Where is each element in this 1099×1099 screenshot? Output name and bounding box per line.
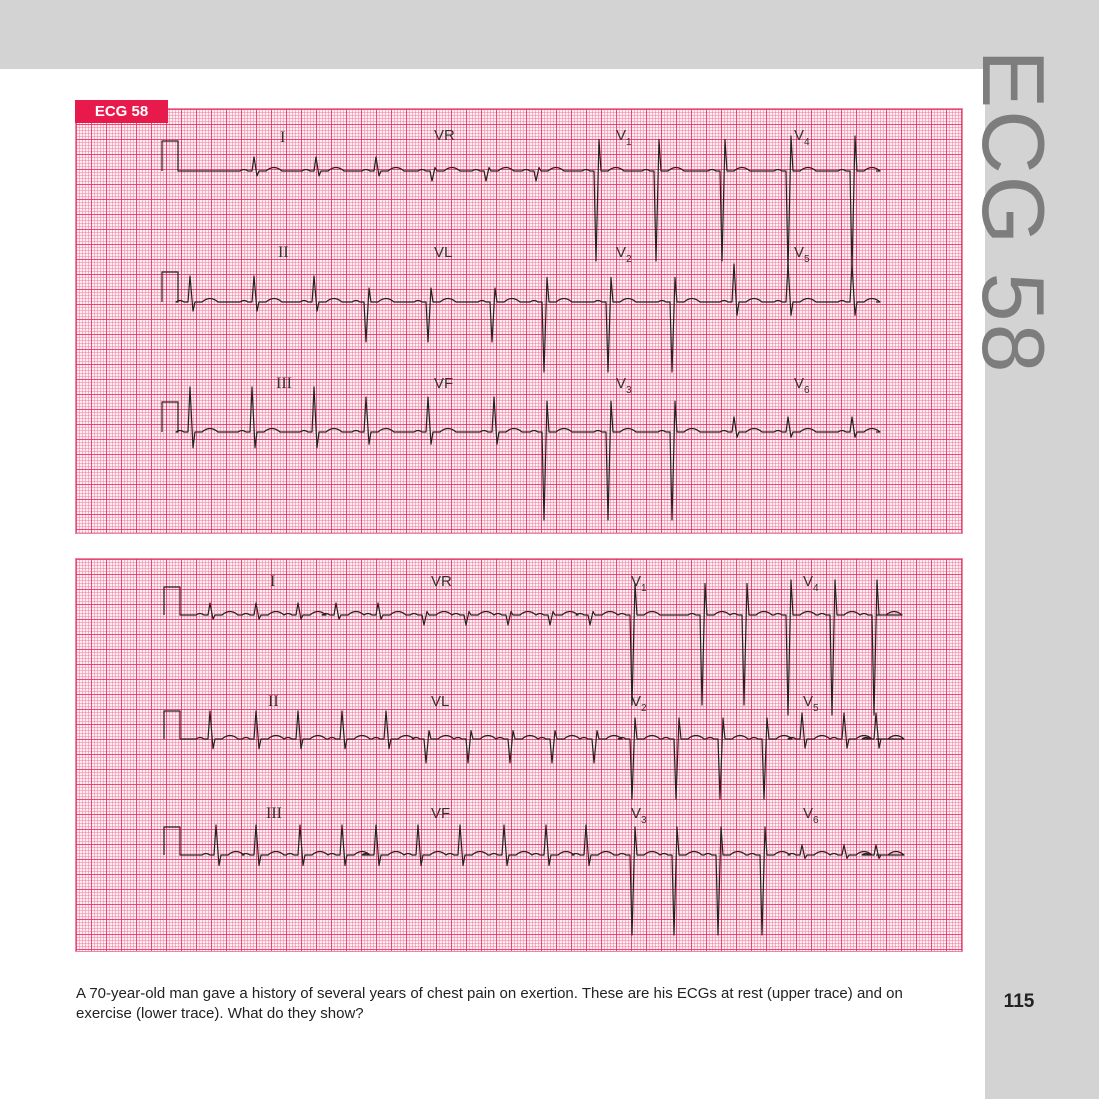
exercise-row-2-trace — [164, 711, 904, 799]
lead-label-V4: $V_4$ — [794, 127, 810, 148]
rest-row-3-trace — [162, 387, 880, 520]
lead-label-V6: $V_6$ — [803, 805, 819, 826]
lead-label-V2: $V_2$ — [616, 244, 632, 265]
rest-ecg-panel — [75, 108, 963, 534]
lead-label-V2: $V_2$ — [631, 693, 647, 714]
side-title: ECG 58 — [964, 49, 1063, 375]
rest-row-1-trace — [162, 136, 880, 271]
lead-label-II: II — [268, 693, 279, 710]
exercise-ecg-traces — [76, 559, 964, 953]
rest-ecg-traces — [76, 109, 964, 535]
question-caption: A 70-year-old man gave a history of several years of chest pain on exertion. These are his ECGs at rest (upper trace) and on exercise (lower trace). What do they show? — [76, 985, 903, 1022]
exercise-row-3-trace — [164, 825, 904, 935]
lead-label-VR: VR — [434, 127, 455, 144]
ecg-badge: ECG 58 — [75, 100, 168, 123]
lead-label-VL: VL — [431, 693, 450, 710]
lead-label-I: I — [280, 129, 286, 146]
lead-label-V4: $V_4$ — [803, 573, 819, 594]
lead-label-VR: VR — [431, 573, 452, 590]
lead-label-VF: VF — [431, 805, 451, 822]
rest-row-2-trace — [162, 264, 880, 372]
lead-label-V1: $V_1$ — [616, 127, 632, 148]
lead-label-V3: $V_3$ — [631, 805, 647, 826]
lead-label-V6: $V_6$ — [794, 375, 810, 396]
lead-label-III: III — [276, 375, 292, 392]
lead-label-VL: VL — [434, 244, 453, 261]
top-band — [0, 0, 1099, 69]
lead-label-V1: $V_1$ — [631, 573, 647, 594]
lead-label-V5: $V_5$ — [794, 244, 810, 265]
lead-label-V3: $V_3$ — [616, 375, 632, 396]
exercise-ecg-panel — [75, 558, 963, 952]
lead-label-II: II — [278, 244, 289, 261]
lead-label-VF: VF — [434, 375, 454, 392]
lead-label-I: I — [270, 573, 276, 590]
page-number: 115 — [1003, 991, 1035, 1012]
lead-label-III: III — [266, 805, 282, 822]
lead-label-V5: $V_5$ — [803, 693, 819, 714]
